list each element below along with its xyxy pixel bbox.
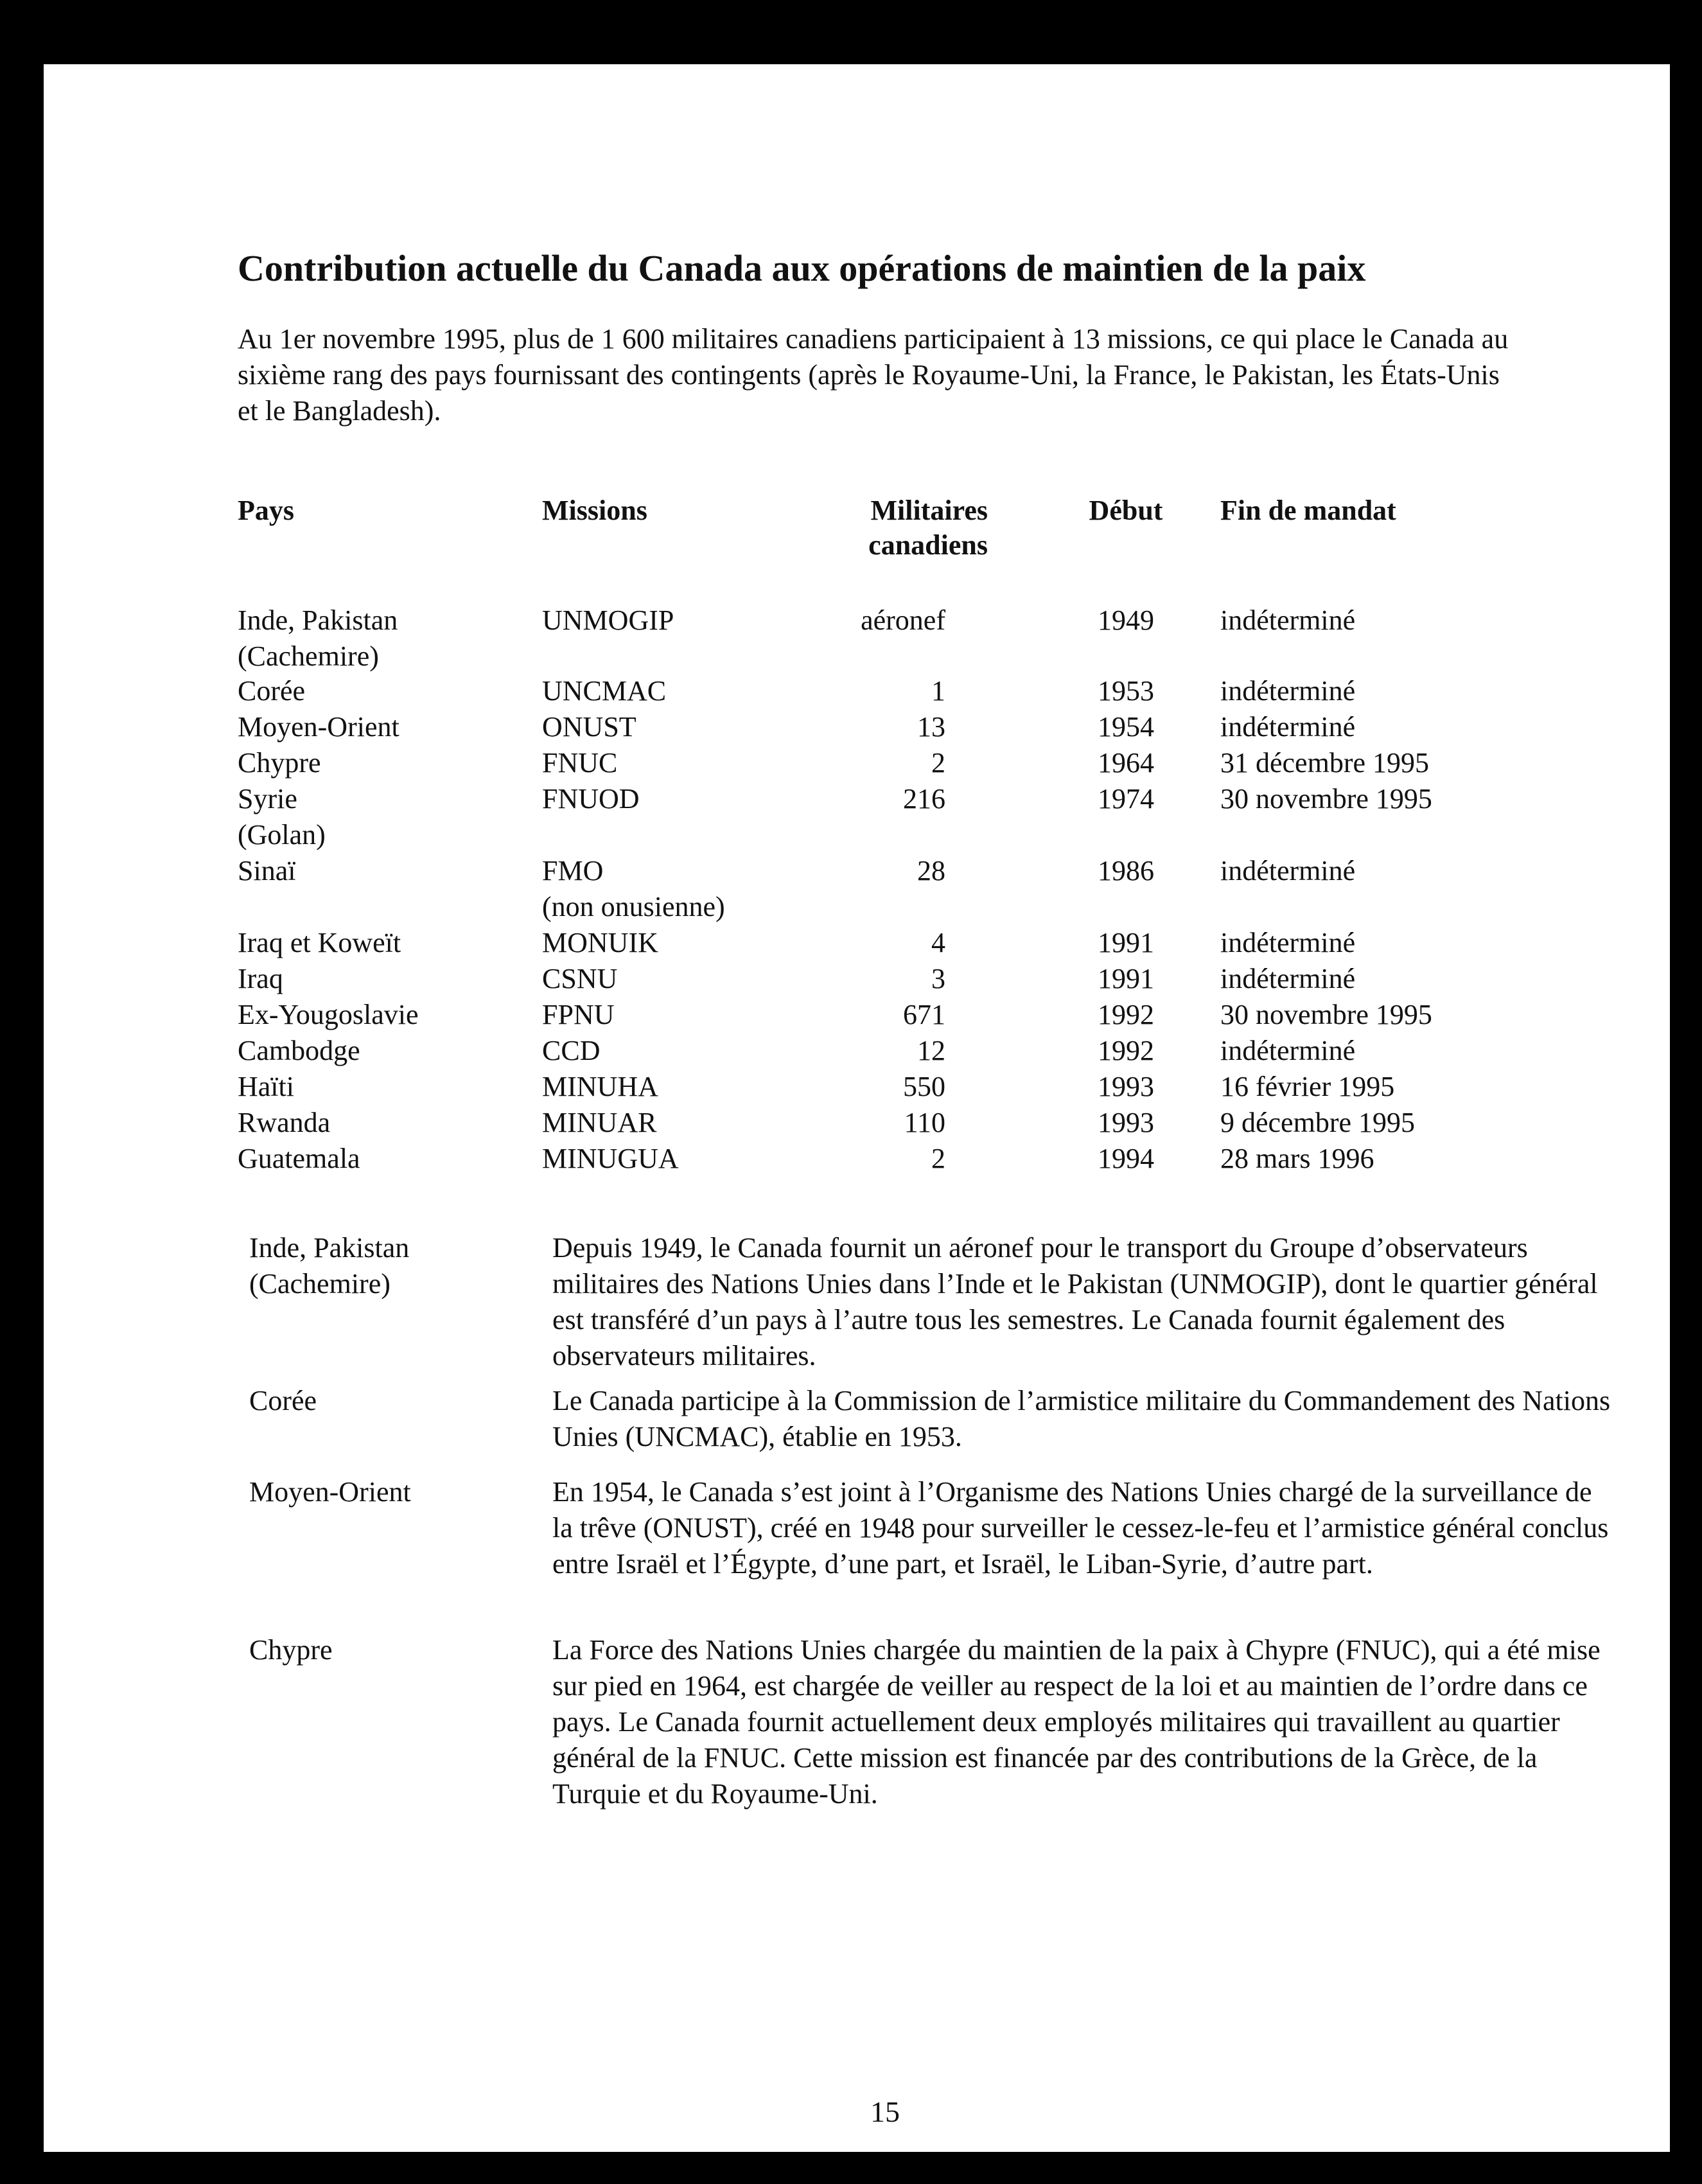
cell-mission: MINUHA [542,1071,658,1102]
header-militaires-line2: canadiens [868,529,988,561]
cell-pays: Moyen-Orient [238,711,399,743]
cell-mission: FMO (non onusienne) [542,855,725,922]
cell-fin: 31 décembre 1995 [1220,747,1429,779]
cell-pays: Chypre [238,747,321,779]
cell-fin: 28 mars 1996 [1220,1143,1374,1174]
cell-pays: Guatemala [238,1143,360,1174]
cell-pays: Iraq et Koweït [238,927,401,958]
header-militaires [821,493,988,563]
description-label: Moyen-Orient [249,1476,411,1508]
table-row [44,673,1670,709]
description-label: Inde, Pakistan (Cachemire) [249,1232,410,1299]
cell-pays: Haïti [238,1071,294,1102]
table-row [44,603,1670,672]
cell-fin: indéterminé [1220,927,1356,958]
header-fin: Fin de mandat [1220,495,1396,526]
cell-mission: MINUGUA [542,1143,679,1174]
table-row [44,709,1670,745]
cell-debut: 1992 [1098,1035,1154,1066]
description-label: Chypre [249,1634,333,1666]
cell-pays: Corée [238,675,306,707]
cell-mission: FNUC [542,747,618,779]
cell-debut: 1993 [1098,1107,1154,1138]
cell-fin: indéterminé [1220,963,1356,994]
header-debut: Début [1089,495,1163,526]
page-title: Contribution actuelle du Canada aux opérations de maintien de la paix [238,247,1366,289]
description-text: Depuis 1949, le Canada fournit un aéronef pour le transport du Groupe d’observateurs militaires des Nations Unies dans l’Inde et le Pakistan (UNMOGIP), dont le quartier général est transféré d’un pays à l’autre tous les semestres. Le Canada fournit également des observateurs militaires. [552,1232,1598,1371]
table-row [44,745,1670,781]
cell-debut: 1954 [1098,711,1154,743]
cell-mission: MINUAR [542,1107,657,1138]
table-row [44,925,1670,961]
cell-militaires: 550 [903,1071,945,1102]
cell-pays: Cambodge [238,1035,360,1066]
intro-paragraph: Au 1er novembre 1995, plus de 1 600 militaires canadiens participaient à 13 missions, ce qui place le Canada au sixième rang des pays fournissant des contingents (après le Royaume-Uni, la France, le Pakistan, les États-Unis et le Bangladesh). [238,323,1509,427]
cell-pays: Sinaï [238,855,296,886]
cell-fin: 30 novembre 1995 [1220,783,1432,815]
header-missions: Missions [542,495,647,526]
cell-debut: 1974 [1098,783,1154,815]
cell-fin: indéterminé [1220,855,1356,886]
cell-mission: FNUOD [542,783,640,815]
cell-militaires: 2 [931,1143,945,1174]
cell-militaires: 1 [931,675,945,707]
cell-debut: 1991 [1098,927,1154,958]
cell-debut: 1993 [1098,1071,1154,1102]
table-row [44,961,1670,997]
cell-militaires: 2 [931,747,945,779]
crop-mark [268,0,271,30]
table-row [44,1033,1670,1069]
cell-pays: Inde, Pakistan (Cachemire) [238,604,398,672]
cell-debut: 1949 [1098,604,1154,636]
table-row [44,781,1670,850]
cell-mission: UNMOGIP [542,604,674,636]
cell-debut: 1964 [1098,747,1154,779]
header-militaires-line1: Militaires [870,495,988,526]
table-row [44,1105,1670,1141]
cell-militaires: 4 [931,927,945,958]
cell-mission: FPNU [542,999,615,1030]
cell-militaires: 110 [904,1107,945,1138]
cell-debut: 1986 [1098,855,1154,886]
cell-militaires: 12 [917,1035,945,1066]
table-row [44,1141,1670,1177]
cell-mission: CSNU [542,963,618,994]
cell-militaires: 3 [931,963,945,994]
cell-debut: 1991 [1098,963,1154,994]
description-text: Le Canada participe à la Commission de l’armistice militaire du Commandement des Nations Unies (UNCMAC), établie en 1953. [552,1385,1611,1452]
cell-fin: indéterminé [1220,1035,1356,1066]
description-text: La Force des Nations Unies chargée du maintien de la paix à Chypre (FNUC), qui a été mise sur pied en 1964, est chargée de veiller au respect de la loi et au maintien de l’ordre dans ce pays. Le Canada fournit actuellement deux employés militaires qui travaillent au quartier général de la FNUC. Cette mission est financée par des contributions de la Grèce, de la Turquie et du Royaume-Uni. [552,1634,1601,1810]
cell-debut: 1953 [1098,675,1154,707]
description-label: Corée [249,1385,317,1416]
cell-pays: Ex-Yougoslavie [238,999,419,1030]
cell-militaires: 13 [917,711,945,743]
cell-mission: UNCMAC [542,675,667,707]
cell-pays: Iraq [238,963,283,994]
cell-fin: indéterminé [1220,675,1356,707]
cell-mission: ONUST [542,711,636,743]
description-text: En 1954, le Canada s’est joint à l’Organisme des Nations Unies chargé de la surveillance de la trêve (ONUST), créé en 1948 pour surveiller le cessez-le-feu et l’armistice général conclus entre Israël et l’Égypte, d’une part, et Israël, le Liban-Syrie, d’autre part. [552,1476,1609,1580]
cell-debut: 1994 [1098,1143,1154,1174]
cell-militaires: 28 [917,855,945,886]
cell-militaires: 671 [903,999,945,1030]
header-pays: Pays [238,495,294,526]
cell-pays: Rwanda [238,1107,331,1138]
cell-militaires: 216 [903,783,945,815]
cell-fin: indéterminé [1220,711,1356,743]
cell-pays: Syrie (Golan) [238,783,326,850]
cell-militaires: aéronef [861,604,945,636]
cell-fin: indéterminé [1220,604,1356,636]
page-number: 15 [870,2095,900,2128]
cell-mission: MONUIK [542,927,658,958]
document-page [44,64,1670,2152]
cell-mission: CCD [542,1035,601,1066]
table-row [44,853,1670,922]
table-row [44,1069,1670,1105]
table-row [44,997,1670,1033]
cell-fin: 16 février 1995 [1220,1071,1395,1102]
cell-fin: 9 décembre 1995 [1220,1107,1415,1138]
cell-fin: 30 novembre 1995 [1220,999,1432,1030]
cell-debut: 1992 [1098,999,1154,1030]
